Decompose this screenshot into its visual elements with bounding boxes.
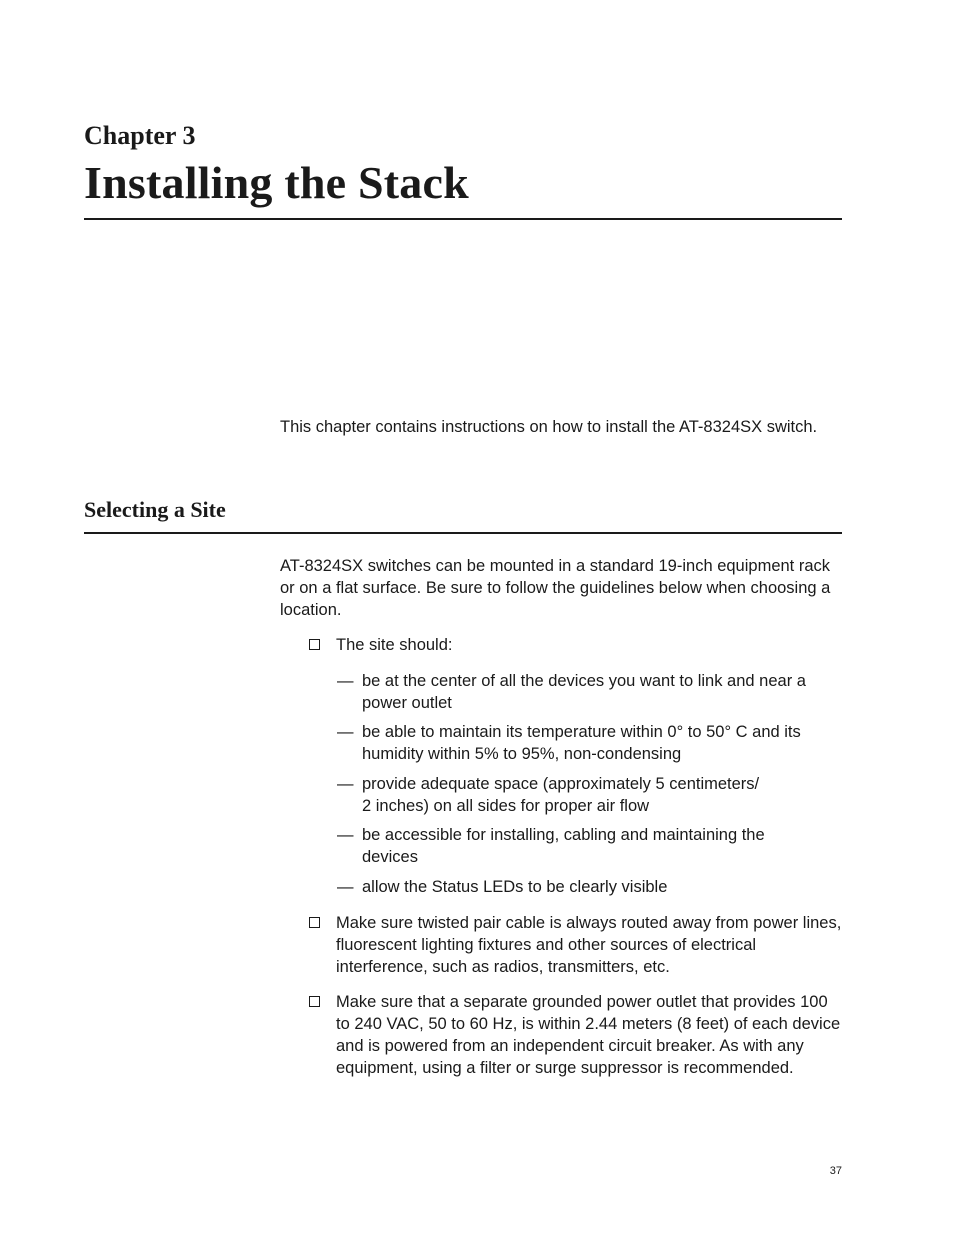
page-number: 37 (829, 1165, 842, 1177)
em-dash-marker: — (337, 826, 354, 844)
section-intro-paragraph: AT-8324SX switches can be mounted in a standard 19-inch equipment rack or on a flat surface. Be sure to follow the guidelines below when choosing a location. (280, 557, 831, 619)
em-dash-marker: — (337, 878, 354, 896)
chapter-title: Installing the Stack (84, 157, 469, 208)
dash-item-text: provide adequate space (approximately 5 centimeters/ 2 inches) on all sides for proper air flow (362, 775, 760, 815)
dash-item-text: allow the Status LEDs to be clearly visible (362, 878, 668, 896)
section-heading-rule (84, 532, 842, 534)
dash-item-text: be able to maintain its temperature within 0° to 50° C and its humidity within 5% to 95%, non-condensing (362, 723, 801, 763)
dash-item-text: be accessible for installing, cabling and maintaining the devices (362, 826, 765, 866)
chapter-label: Chapter 3 (84, 121, 196, 150)
bullet-text: The site should: (336, 636, 453, 654)
em-dash-marker: — (337, 775, 354, 793)
em-dash-marker: — (337, 723, 354, 741)
checkbox-square-icon (309, 996, 320, 1007)
bullet-text: Make sure that a separate grounded power outlet that provides 100 to 240 VAC, 50 to 60 Hz, is within 2.44 meters (8 feet) of each device and is powered from an independent circuit breaker. As with any equipment, using a filter or surge suppressor is recommended. (336, 993, 841, 1077)
checkbox-square-icon (309, 917, 320, 928)
chapter-intro-paragraph: This chapter contains instructions on how to install the AT-8324SX switch. (280, 418, 818, 436)
section-heading: Selecting a Site (84, 497, 226, 522)
chapter-title-rule (84, 218, 842, 220)
em-dash-marker: — (337, 672, 354, 690)
bullet-text: Make sure twisted pair cable is always routed away from power lines, fluorescent lighting fixtures and other sources of electrical interference, such as radios, transmitters, etc. (336, 914, 842, 976)
checkbox-square-icon (309, 639, 320, 650)
dash-item-text: be at the center of all the devices you want to link and near a power outlet (362, 672, 806, 712)
